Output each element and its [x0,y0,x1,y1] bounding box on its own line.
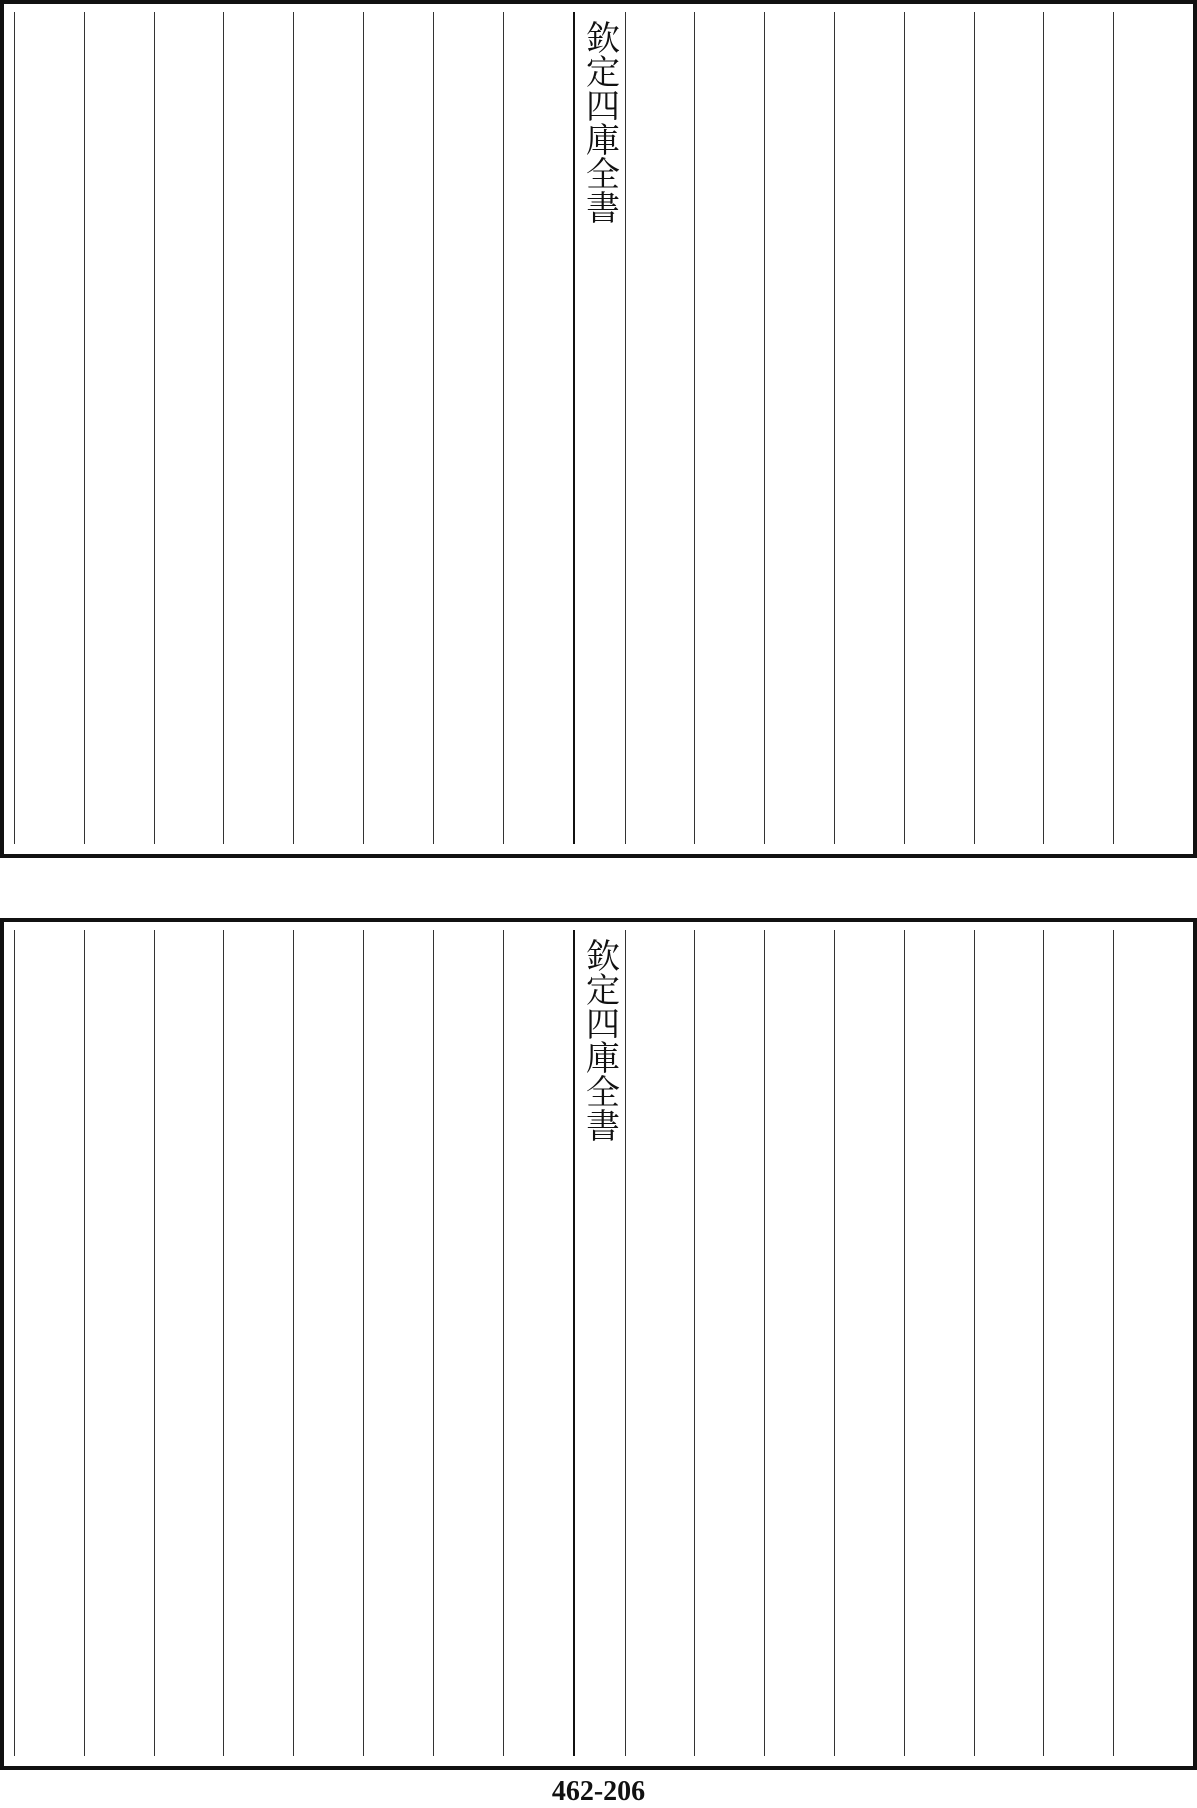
text-column [694,12,764,844]
text-column [1113,930,1183,1756]
text-column [293,12,363,844]
text-column [223,930,293,1756]
top-columns [14,12,1183,844]
text-column [14,12,84,844]
bottom-columns [14,930,1183,1756]
text-column [904,12,974,844]
text-column [764,12,834,844]
text-column [154,930,224,1756]
page-number: 462-206 [551,1776,646,1807]
text-column [1113,12,1183,844]
text-column [154,12,224,844]
text-column [84,930,154,1756]
text-column [84,12,154,844]
gutter-title: 欽定四庫全書 [573,930,625,1756]
text-column [1043,12,1113,844]
text-column [433,930,503,1756]
text-column [764,930,834,1756]
text-column [363,930,433,1756]
text-column [834,930,904,1756]
text-column [503,12,573,844]
gutter-title: 欽定四庫全書 [573,12,625,844]
text-column [223,12,293,844]
text-column [625,930,695,1756]
text-column [625,12,695,844]
text-column [503,930,573,1756]
text-column [694,930,764,1756]
text-column [1043,930,1113,1756]
text-column [974,12,1044,844]
text-column [974,930,1044,1756]
text-column [433,12,503,844]
bottom-page-panel [0,918,1197,1770]
text-column [363,12,433,844]
top-page-panel [0,0,1197,858]
text-column [834,12,904,844]
text-column [293,930,363,1756]
text-column [14,930,84,1756]
text-column [904,930,974,1756]
